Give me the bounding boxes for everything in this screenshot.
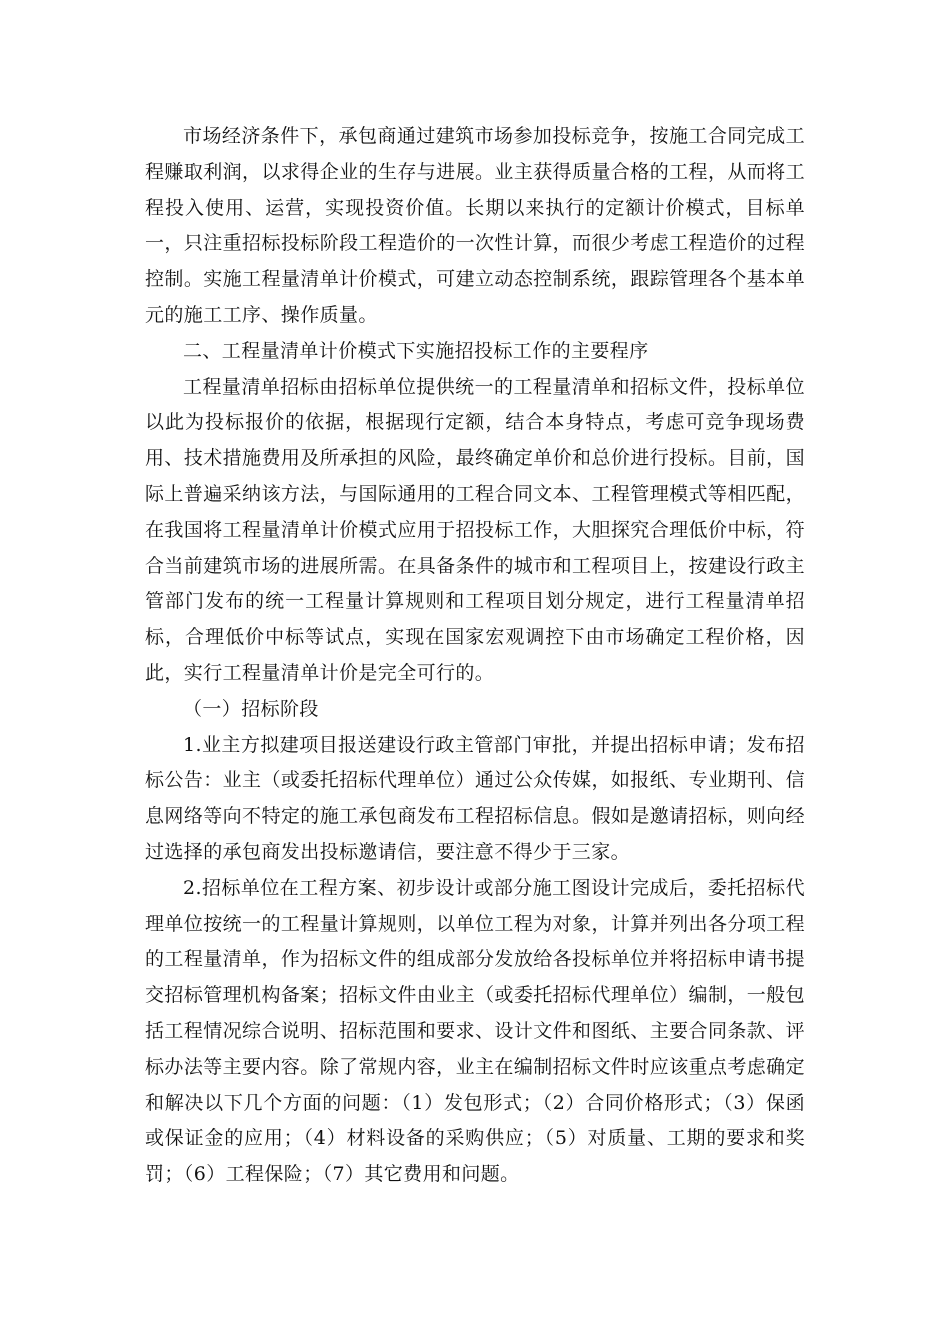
document-body bbox=[145, 119, 805, 1193]
paragraph-step-2: 2.招标单位在工程方案、初步设计或部分施工图设计完成后，委托招标代理单位按统一的工程量计算规则，以单位工程为对象，计算并列出各分项工程的工程量清单，作为招标文件的组成部分发放给各投标单位并将招标申请书提交招标管理机构备案；招标文件由业主（或委托招标代理单位）编制，一般包括工程情况综合说明、招标范围和要求、设计文件和图纸、主要合同条款、评标办法等主要内容。除了常规内容，业主在编制招标文件时应该重点考虑确定和解决以下几个方面的问题：（1）发包形式；（2）合同价格形式；（3）保函或保证金的应用；（4）材料设备的采购供应；（5）对质量、工期的要求和奖罚；（6）工程保险；（7）其它费用和问题。 bbox=[145, 876, 805, 1186]
subsection-heading-tender-stage: （一）招标阶段 bbox=[183, 697, 319, 720]
paragraph-bill-of-quantities: 工程量清单招标由招标单位提供统一的工程量清单和招标文件，投标单位以此为投标报价的依据，根据现行定额，结合本身特点，考虑可竞争现场费用、技术措施费用及所承担的风险，最终确定单价和总价进行投标。目前，国际上普遍采纳该方法，与国际通用的工程合同文本、工程管理模式等相匹配，在我国将工程量清单计价模式应用于招投标工作，大胆探究合理低价中标，符合当前建筑市场的进展所需。在具备条件的城市和工程项目上，按建设行政主管部门发布的统一工程量计算规则和工程项目划分规定，进行工程量清单招标，合理低价中标等试点，实现在国家宏观调控下由市场确定工程价格，因此，实行工程量清单计价是完全可行的。 bbox=[145, 375, 805, 684]
paragraph-market-economy: 市场经济条件下，承包商通过建筑市场参加投标竞争，按施工合同完成工程赚取利润，以求得企业的生存与进展。业主获得质量合格的工程，从而将工程投入使用、运营，实现投资价值。长期以来执行的定额计价模式，目标单一，只注重招标投标阶段工程造价的一次性计算，而很少考虑工程造价的过程控制。实施工程量清单计价模式，可建立动态控制系统，跟踪管理各个基本单元的施工工序、操作质量。 bbox=[145, 125, 805, 326]
paragraph-step-1: 1.业主方拟建项目报送建设行政主管部门审批，并提出招标申请；发布招标公告：业主（或委托招标代理单位）通过公众传媒，如报纸、专业期刊、信息网络等向不特定的施工承包商发布工程招标信息。假如是邀请招标，则向经过选择的承包商发出投标邀请信，要注意不得少于三家。 bbox=[145, 733, 805, 863]
section-heading-procedure: 二、工程量清单计价模式下实施招投标工作的主要程序 bbox=[183, 339, 649, 362]
